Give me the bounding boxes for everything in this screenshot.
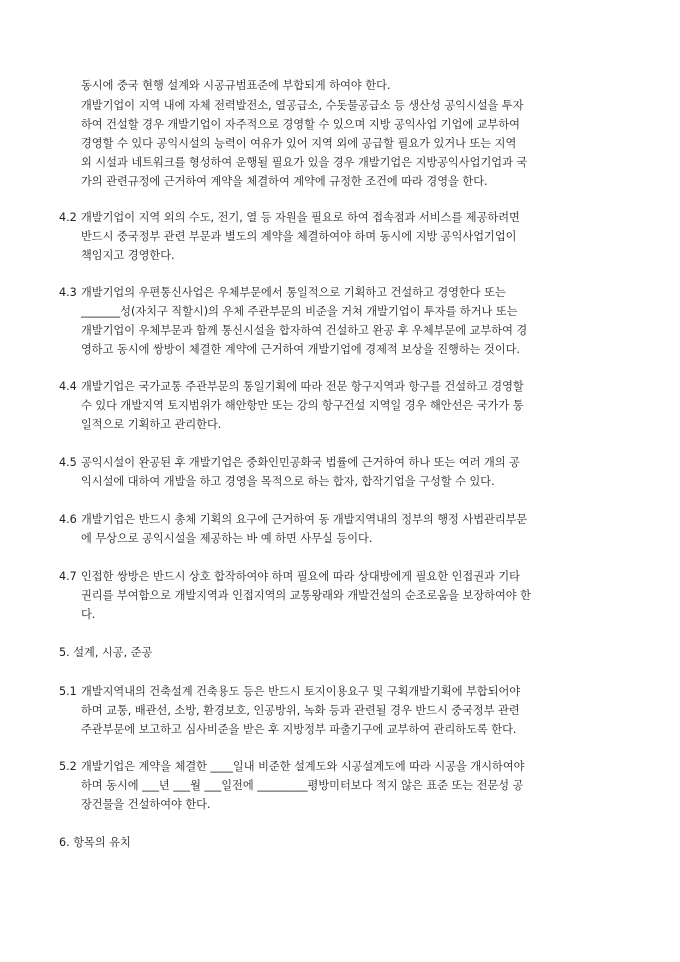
intro-line-2: 개발기업이 지역 내에 자체 전력발전소, 열공급소, 수돗물공급소 등 생산성 공익시설을 투자 (81, 99, 524, 112)
section-4-2-line-3: 책임지고 경영한다. (81, 249, 175, 262)
section-4-3-line-3: 개발기업이 우체부문과 함께 통신시설을 합자하여 건설하고 완공 후 우체부문에 교부하여 경 (81, 324, 528, 337)
section-4-2-line-2: 반드시 중국정부 관련 부문과 별도의 계약을 체결하여야 하며 동시에 지방 공익사업기업이 (81, 230, 517, 243)
section-4-2-line-1: 개발기업이 지역 외의 수도, 전기, 열 등 자원을 필요로 하여 접속점과 서비스를 제공하려면 (81, 211, 520, 224)
section-4-3-line-1: 개발기업의 우편통신사업은 우체부문에서 통일적으로 기획하고 건설하고 경영한다 또는 (81, 286, 506, 299)
section-5-1-line-2: 하며 교통, 배관선, 소방, 환경보호, 인공방위, 녹화 등과 관련될 경우 반드시 중국정부 관련 (81, 704, 520, 717)
section-5-1-line-1: 개발지역내의 건축설계 건축용도 등은 반드시 토지이용요구 및 구획개발기획에 부합되어야 (81, 685, 521, 698)
section-number: 5.2 (59, 760, 77, 773)
section-4-6-line-2: 에 무상으로 공익시설을 제공하는 바 예 하면 사무실 등이다. (81, 532, 373, 545)
section-4-3-line-4: 영하고 동시에 쌍방이 체결한 계약에 근거하여 개발기업에 경제적 보상을 진행하는 것이다. (81, 343, 520, 356)
section-4-6-line-1: 개발기업은 반드시 총체 기획의 요구에 근거하여 동 개발지역내의 정부의 행정 사법관리부문 (81, 513, 528, 526)
intro-line-6: 가의 관련규정에 근거하여 계약을 체결하여 계약에 규정한 조건에 따라 경영을 한다. (81, 175, 488, 188)
section-4-7-line-3: 다. (81, 608, 96, 621)
intro-line-3: 하여 건설할 경우 개발기업이 자주적으로 경영할 수 있으며 지방 공익사업 기업에 교부하여 (81, 118, 520, 131)
section-4-3-line-2: _______성(자치구 직할시)의 우체 주관부문의 비준을 거쳐 개발기업이 투자를 하거나 또는 (81, 305, 518, 318)
section-heading-5: 5. 설계, 시공, 준공 (59, 646, 153, 659)
intro-line-1: 동시에 중국 현행 설계와 시공규범표준에 부합되게 하여야 한다. (81, 79, 391, 92)
section-number: 5.1 (59, 685, 77, 698)
section-4-4-line-1: 개발기업은 국가교통 주관부문의 통일기획에 따라 전문 항구지역과 항구를 건설하고 경영할 (81, 380, 524, 393)
section-4-4-line-3: 일적으로 기획하고 관리한다. (81, 418, 222, 431)
section-heading-6: 6. 항목의 유치 (59, 836, 131, 849)
section-5-2-line-3: 장건물을 건설하여야 한다. (81, 798, 211, 811)
section-number: 4.2 (59, 211, 77, 224)
section-number: 4.5 (59, 456, 77, 469)
section-5-2-line-2: 하며 동시에 ___년 ___월 ___일전에 _________평방미터보다 적지 않은 표준 또는 전문성 공 (81, 779, 524, 792)
section-4-4-line-2: 수 있다 개발지역 토지범위가 해안항만 또는 강의 항구건설 지역일 경우 해안선은 국가가 통 (81, 399, 524, 412)
intro-line-5: 외 시설과 네트워크를 형성하여 운행될 필요가 있을 경우 개발기업은 지방공익사업기업과 국 (81, 156, 528, 169)
intro-line-4: 경영할 수 있다 공익시설의 능력이 여유가 있어 지역 외에 공급할 필요가 있거나 또는 지역 (81, 137, 517, 150)
section-number: 4.7 (59, 570, 77, 583)
section-4-7-line-1: 인접한 쌍방은 반드시 상호 합작하여야 하며 필요에 따라 상대방에게 필요한 인접권과 기타 (81, 570, 520, 583)
section-5-1-line-3: 주관부문에 보고하고 심사비준을 받은 후 지방정부 파출기구에 교부하여 관리하도록 한다. (81, 723, 517, 736)
section-4-5-line-2: 익시설에 대하여 개발을 하고 경영을 목적으로 하는 합자, 합작기업을 구성할 수 있다. (81, 475, 495, 488)
section-number: 4.6 (59, 513, 77, 526)
section-4-5-line-1: 공익시설이 완공된 후 개발기업은 중화인민공화국 법률에 근거하여 하나 또는 여러 개의 공 (81, 456, 520, 469)
section-5-2-line-1: 개발기업은 계약을 체결한 ____일내 비준한 설계도와 시공설계도에 따라 시공을 개시하여야 (81, 760, 525, 773)
section-number: 4.4 (59, 380, 77, 393)
section-number: 4.3 (59, 286, 77, 299)
section-4-7-line-2: 권리를 부여함으로 개발지역과 인접지역의 교통왕래와 개발건설의 순조로움을 보장하여야 한 (81, 589, 531, 602)
